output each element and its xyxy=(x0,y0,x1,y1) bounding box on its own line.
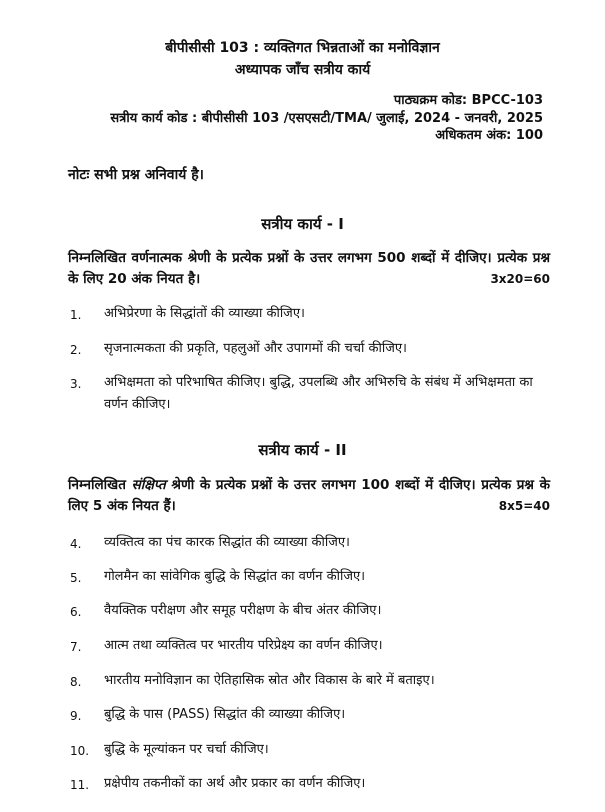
question-text: अभिप्रेरणा के सिद्धांतों की व्याख्या कीजिए। xyxy=(104,306,305,321)
question-number: 3. xyxy=(70,377,82,391)
question-number: 8. xyxy=(70,675,82,689)
question-text: बुद्धि के मूल्यांकन पर चर्चा कीजिए। xyxy=(104,742,269,757)
question-text: वैयक्तिक परीक्षण और समूह परीक्षण के बीच अंतर कीजिए। xyxy=(104,603,382,618)
section-2-instruction-start: निम्नलिखित xyxy=(68,477,132,493)
question-number: 1. xyxy=(70,308,82,322)
question-text: आत्म तथा व्यक्तित्व पर भारतीय परिप्रेक्ष्य का वर्णन कीजिए। xyxy=(104,638,383,653)
question-text: गोलमैन का सांवेगिक बुद्धि के सिद्धांत का वर्णन कीजिए। xyxy=(104,569,366,584)
question-text: सृजनात्मकता की प्रकृति, पहलुओं और उपागमों की चर्चा कीजिए। xyxy=(104,341,407,356)
note-text: नोटः सभी प्रश्न अनिवार्य है। xyxy=(68,167,204,183)
assignment-code: सत्रीय कार्य कोड : बीपीसीसी 103 /एसएसटी/TMA/ जुलाई, 2024 - जनवरी, 2025 xyxy=(110,111,543,126)
question-number: 11. xyxy=(70,778,90,792)
question-text: भारतीय मनोविज्ञान का ऐतिहासिक स्रोत और विकास के बारे में बताइए। xyxy=(104,673,435,688)
question-text: बुद्धि के पास (PASS) सिद्धांत की व्याख्या कीजिए। xyxy=(104,707,346,722)
question-number: 7. xyxy=(70,640,82,654)
question-text: व्यक्तित्व का पंच कारक सिद्धांत की व्याख्या कीजिए। xyxy=(104,535,350,550)
section-2-instruction xyxy=(68,475,550,517)
section-2-instruction-emphasis: संक्षिप्त xyxy=(131,477,166,493)
question-number: 10. xyxy=(70,744,90,758)
question-text: अभिक्षमता को परिभाषित कीजिए। बुद्धि, उपलब्धि और अभिरुचि के संबंध में अभिक्षमता का वर्णन कीजिए। xyxy=(104,375,533,412)
question-number: 6. xyxy=(70,605,82,619)
document-subtitle: अध्यापक जाँच सत्रीय कार्य xyxy=(234,62,371,78)
document-title: बीपीसीसी 103 : व्यक्तिगत भिन्नताओं का मनोविज्ञान xyxy=(165,40,440,56)
question-number: 9. xyxy=(70,709,82,723)
max-marks: अधिकतम अंक: 100 xyxy=(435,128,543,143)
question-number: 4. xyxy=(70,537,82,551)
question-text: प्रक्षेपीय तकनीकों का अर्थ और प्रकार का वर्णन कीजिए। xyxy=(104,776,366,791)
section-1-instruction-text: निम्नलिखित वर्णनात्मक श्रेणी के प्रत्येक प्रश्नों के उत्तर लगभग 500 शब्दों में दीजिए। प्रत्येक प्रश्न के लिए 20 अंक नियत है। xyxy=(68,250,550,287)
section-2-instruction-rest: श्रेणी के प्रत्येक प्रश्नों के उत्तर लगभग 100 शब्दों में दीजिए। प्रत्येक प्रश्न के लिए 5 अंक नियत हैं। xyxy=(68,477,550,514)
section-2-marks: 8x5=40 xyxy=(498,499,550,513)
question-number: 5. xyxy=(70,571,82,585)
section-1-marks: 3x20=60 xyxy=(490,272,550,286)
section-1-instruction xyxy=(68,248,550,290)
course-code: पाठ्यक्रम कोड: BPCC-103 xyxy=(393,93,543,108)
question-number: 2. xyxy=(70,343,82,357)
section-1-heading: सत्रीय कार्य - I xyxy=(261,215,344,233)
section-2-heading: सत्रीय कार्य - II xyxy=(258,441,347,459)
